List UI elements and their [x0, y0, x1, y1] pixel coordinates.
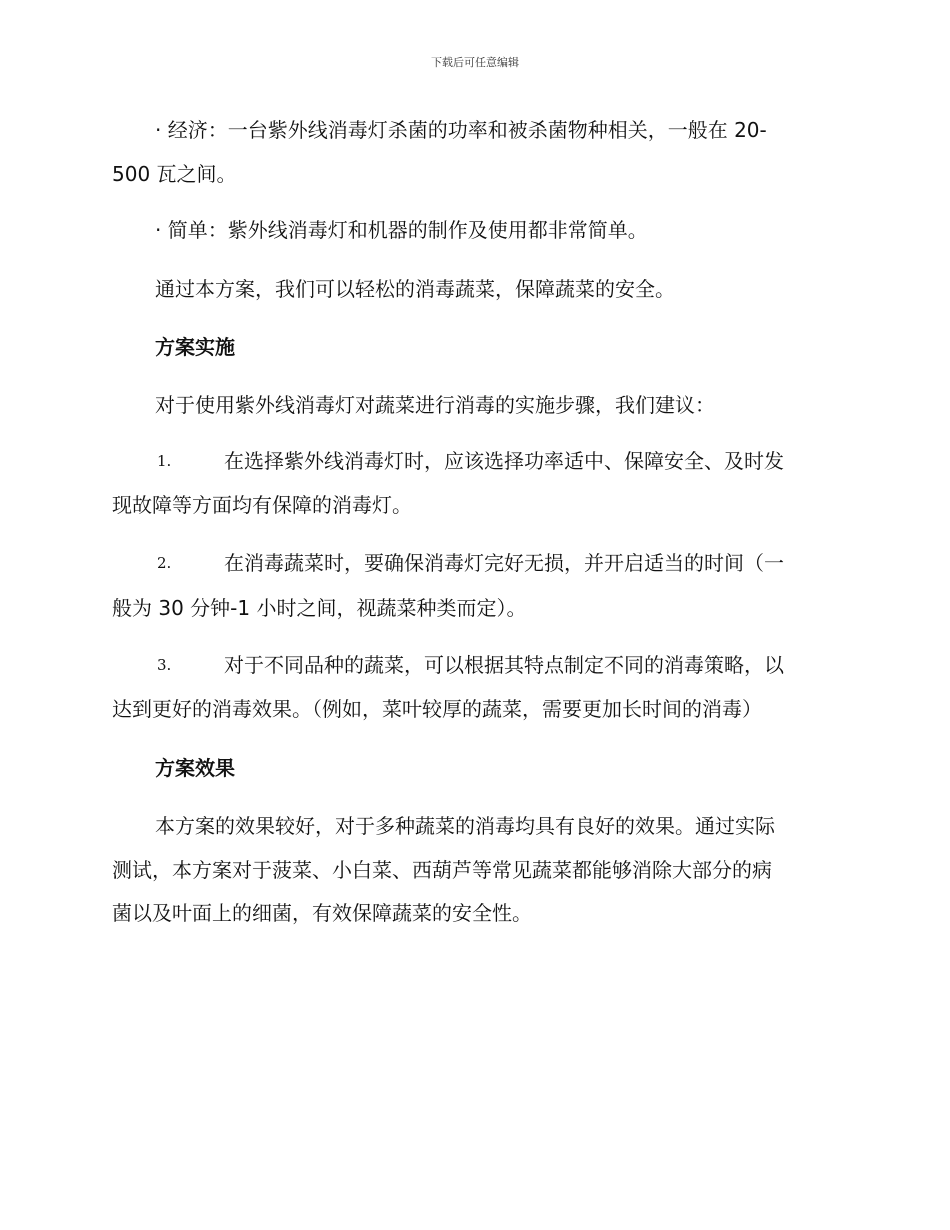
effect-line-3: 菌以及叶面上的细菌，有效保障蔬菜的安全性。 — [112, 901, 532, 925]
implementation-heading: 方案实施 — [155, 335, 235, 359]
summary-line-1: 通过本方案，我们可以轻松的消毒蔬菜，保障蔬菜的安全。 — [155, 277, 675, 301]
page-header: 下载后可任意编辑 — [431, 56, 519, 69]
economy-line-2: 500 瓦之间。 — [112, 162, 237, 186]
step-2-number: 2. — [157, 554, 172, 572]
effect-heading: 方案效果 — [155, 756, 235, 780]
effect-line-2: 测试，本方案对于菠菜、小白菜、西葫芦等常见蔬菜都能够消除大部分的病 — [112, 858, 772, 882]
step-1-line-2: 现故障等方面均有保障的消毒灯。 — [112, 493, 412, 517]
effect-line-1: 本方案的效果较好，对于多种蔬菜的消毒均具有良好的效果。通过实际 — [155, 814, 775, 838]
step-1-number: 1. — [157, 452, 172, 470]
simple-line-1: · 简单：紫外线消毒灯和机器的制作及使用都非常简单。 — [155, 218, 648, 242]
step-3-number: 3. — [157, 656, 172, 674]
implementation-intro: 对于使用紫外线消毒灯对蔬菜进行消毒的实施步骤，我们建议： — [155, 393, 715, 417]
step-3-line-1: 对于不同品种的蔬菜，可以根据其特点制定不同的消毒策略，以 — [224, 653, 784, 677]
step-2-line-1: 在消毒蔬菜时，要确保消毒灯完好无损，并开启适当的时间（一 — [224, 551, 784, 575]
step-3-line-2: 达到更好的消毒效果。（例如，菜叶较厚的蔬菜，需要更加长时间的消毒） — [112, 697, 762, 721]
step-1-line-1: 在选择紫外线消毒灯时，应该选择功率适中、保障安全、及时发 — [224, 449, 784, 473]
economy-line-1: · 经济：一台紫外线消毒灯杀菌的功率和被杀菌物种相关，一般在 20- — [155, 118, 767, 142]
step-2-line-2: 般为 30 分钟-1 小时之间，视蔬菜种类而定）。 — [112, 596, 527, 620]
